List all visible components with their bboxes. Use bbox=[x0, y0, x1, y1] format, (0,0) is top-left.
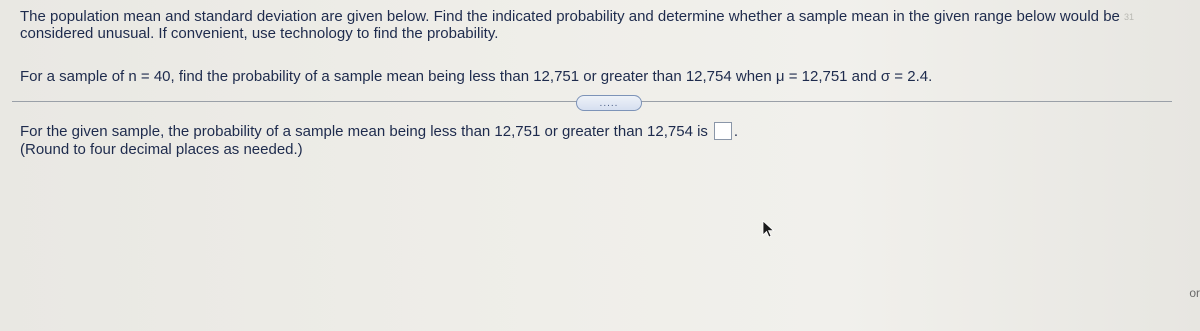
faint-page-mark: 31 bbox=[1124, 12, 1135, 22]
answer-row bbox=[20, 122, 738, 140]
problem-statement bbox=[20, 8, 1180, 42]
sample-question: For a sample of n = 40, find the probability of a sample mean being less than 12,751 or greater than 12,754 when μ = 12,751 and σ = 2.4. bbox=[20, 68, 933, 85]
problem-intro-line-1: The population mean and standard deviation are given below. Find the indicated probability and determine whether a sample mean in the given range below would be bbox=[20, 8, 1120, 25]
answer-suffix: . bbox=[733, 122, 739, 140]
expand-more-button[interactable] bbox=[576, 95, 642, 111]
rounding-instruction: (Round to four decimal places as needed.) bbox=[20, 141, 303, 158]
problem-intro-line-2: considered unusual. If convenient, use technology to find the probability. bbox=[20, 25, 499, 42]
mouse-cursor-icon bbox=[762, 220, 776, 238]
answer-prompt: For the given sample, the probability of a sample mean being less than 12,751 or greater than 12,754 is bbox=[20, 122, 708, 140]
expand-dots-label: ..... bbox=[599, 97, 619, 109]
probability-answer-input[interactable] bbox=[714, 122, 732, 140]
edge-text-fragment: or bbox=[1189, 286, 1200, 300]
